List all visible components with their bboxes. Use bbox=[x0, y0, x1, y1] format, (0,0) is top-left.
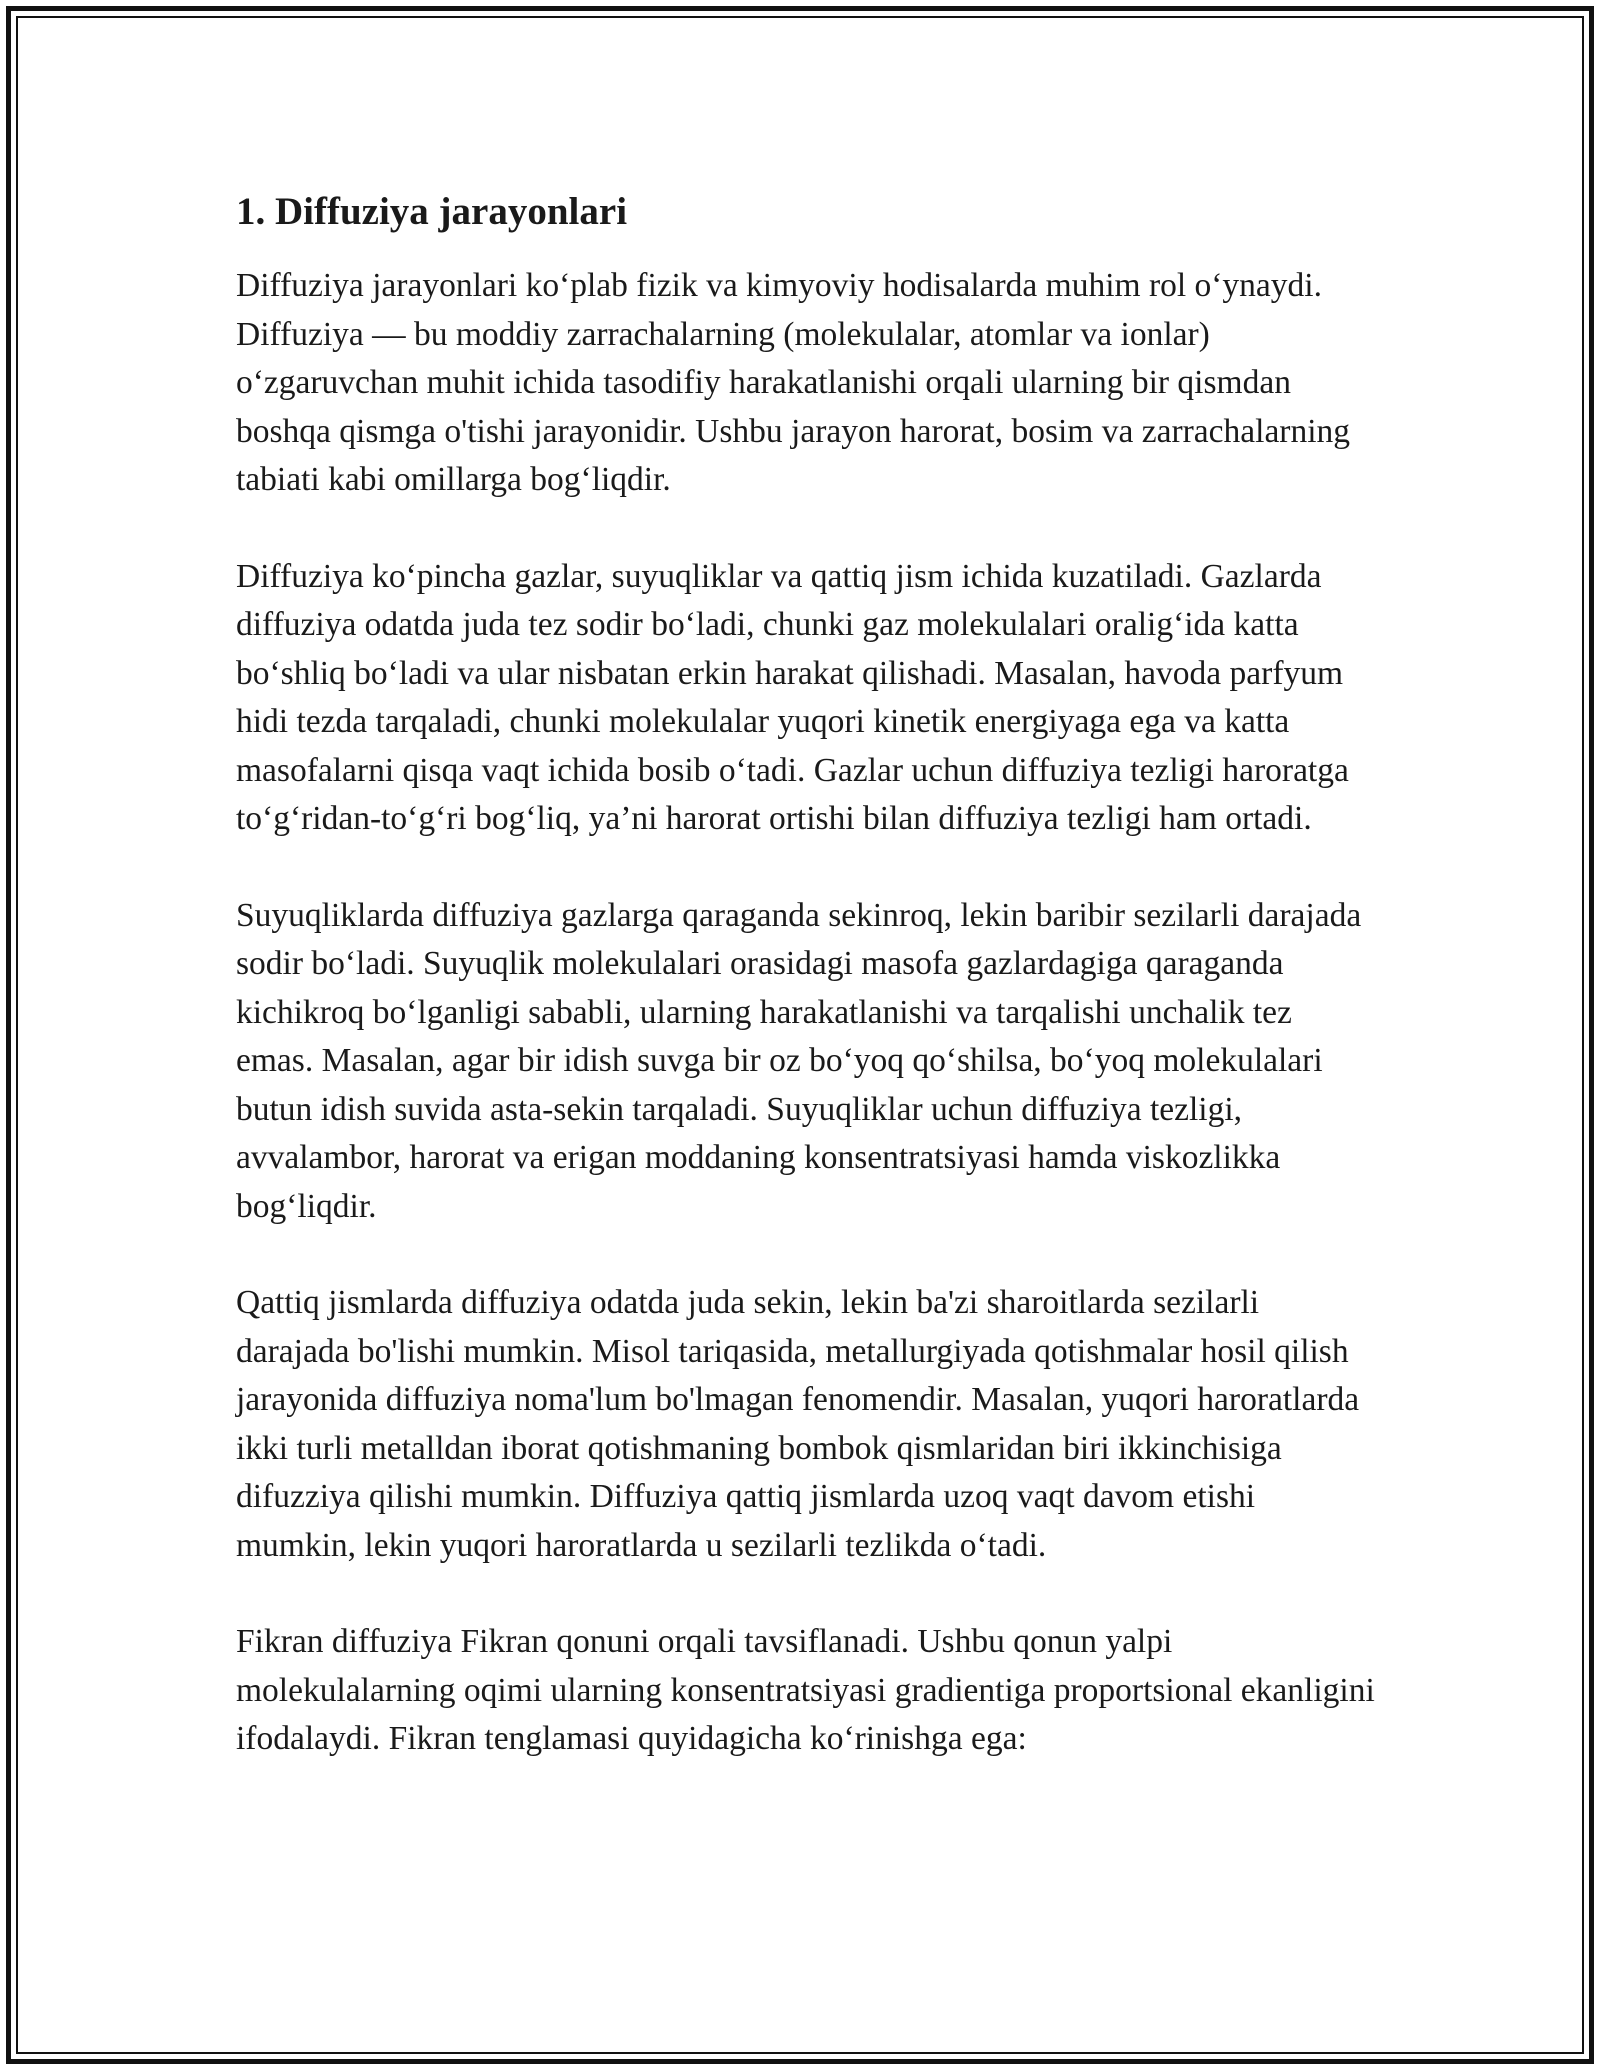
paragraph-gases: Diffuziya ko‘pincha gazlar, suyuqliklar va qattiq jism ichida kuzatiladi. Gazlarda diffuziya odatda juda tez sodir bo‘ladi, chunki gaz molekulalari oralig‘ida katta bo‘shliq bo‘ladi va ular nisbatan erkin harakat qilishadi. Masalan, havoda parfyum hidi tezda tarqaladi, chunki molekulalar yuqori kinetik energiyaga ega va katta masofalarni qisqa vaqt ichida bosib o‘tadi. Gazlar uchun diffuziya tezligi haroratga to‘g‘ridan-to‘g‘ri bog‘liq, ya’ni harorat ortishi bilan diffuziya tezligi ham ortadi. bbox=[236, 557, 1349, 837]
paragraph-liquids: Suyuqliklarda diffuziya gazlarga qaraganda sekinroq, lekin baribir sezilarli darajada sodir bo‘ladi. Suyuqlik molekulalari orasidagi masofa gazlardagiga qaraganda kichikroq bo‘lganligi sababli, ularning harakatlanishi va tarqalishi unchalik tez emas. Masalan, agar bir idish suvga bir oz bo‘yoq qo‘shilsa, bo‘yoq molekulalari butun idish suvida asta-sekin tarqaladi. Suyuqliklar uchun diffuziya tezligi, avvalambor, harorat va erigan moddaning konsentratsiyasi hamda viskozlikka bog‘liqdir. bbox=[236, 896, 1362, 1225]
paragraph-intro: Diffuziya jarayonlari ko‘plab fizik va kimyoviy hodisalarda muhim rol o‘ynaydi. Diffuziya — bu moddiy zarrachalarning (molekulalar, atomlar va ionlar) o‘zgaruvchan muhit ichida tasodifiy harakatlanishi orqali ularning bir qismdan boshqa qismga o'tishi jarayonidir. Ushbu jarayon harorat, bosim va zarrachalarning tabiati kabi omillarga bog‘liqdir. bbox=[236, 267, 1351, 498]
document-body bbox=[236, 186, 1376, 1764]
paragraph-solids: Qattiq jismlarda diffuziya odatda juda sekin, lekin ba'zi sharoitlarda sezilarli darajada bo'lishi mumkin. Misol tariqasida, metallurgiyada qotishmalar hosil qilish jarayonida diffuziya noma'lum bo'lmagan fenomendir. Masalan, yuqori haroratlarda ikki turli metalldan iborat qotishmaning bombok qismlaridan biri ikkinchisiga difuzziya qilishi mumkin. Diffuziya qattiq jismlarda uzoq vaqt davom etishi mumkin, lekin yuqori haroratlarda u sezilarli tezlikda o‘tadi. bbox=[236, 1284, 1360, 1564]
section-heading: 1. Diffuziya jarayonlari bbox=[236, 190, 628, 233]
paragraph-law: Fikran diffuziya Fikran qonuni orqali tavsiflanadi. Ushbu qonun yalpi molekulalarning oqimi ularning konsentratsiyasi gradientiga proportsional ekanligini ifodalaydi. Fikran tenglamasi quyidagicha ko‘rinishga ega: bbox=[236, 1623, 1375, 1757]
